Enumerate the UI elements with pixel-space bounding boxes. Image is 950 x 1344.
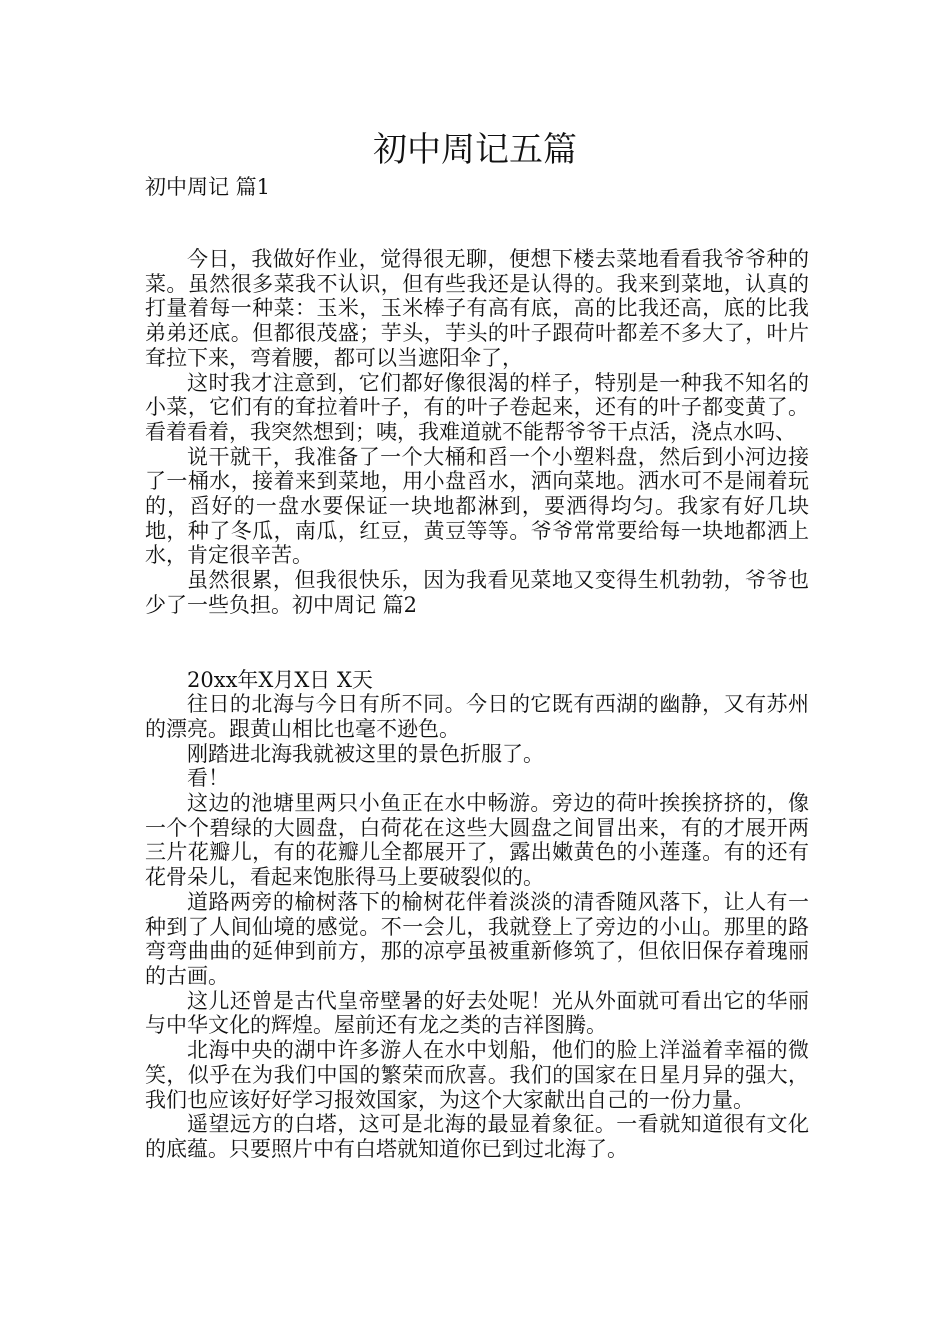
paragraph-gap [145, 618, 809, 668]
paragraph: 虽然很累，但我很快乐，因为我看见菜地又变得生机勃勃，爷爷也少了一些负担。初中周记 篇2 [145, 568, 809, 617]
paragraph: 看！ [187, 766, 229, 791]
paragraph: 刚踏进北海我就被这里的景色折服了。 [187, 741, 544, 766]
section-label-1: 初中周记 篇1 [145, 175, 271, 199]
paragraph: 这边的池塘里两只小鱼正在水中畅游。旁边的荷叶挨挨挤挤的，像一个个碧绿的大圆盘，白荷花在这些大圆盘之间冒出来，有的才展开两三片花瓣儿，有的花瓣儿全都展开了，露出嫩黄色的小莲蓬。有的还有花骨朵儿，看起来饱胀得马上要破裂似的。 [145, 791, 809, 890]
paragraph: 这时我才注意到，它们都好像很渴的样子，特别是一种我不知名的小菜，它们有的耷拉着叶子，有的叶子卷起来，还有的叶子都变黄了。看着看着，我突然想到；咦，我难道就不能帮爷爷干点活，浇点水吗、 [145, 370, 809, 444]
paragraph: 北海中央的湖中许多游人在水中划船，他们的脸上洋溢着幸福的微笑，似乎在为我们中国的繁荣而欣喜。我们的国家在日星月异的强大，我们也应该好好学习报效国家，为这个大家献出自己的一份力量。 [145, 1038, 809, 1112]
paragraph: 说干就干，我准备了一个大桶和舀一个小塑料盘，然后到小河边接了一桶水，接着来到菜地，用小盘舀水，洒向菜地。洒水可不是闹着玩的，舀好的一盘水要保证一块地都淋到，要洒得均匀。我家有好几块地，种了冬瓜，南瓜，红豆，黄豆等等。爷爷常常要给每一块地都洒上水，肯定很辛苦。 [145, 444, 809, 568]
paragraph: 往日的北海与今日有所不同。今日的它既有西湖的幽静，又有苏州的漂亮。跟黄山相比也毫不逊色。 [145, 692, 809, 741]
document-body [145, 247, 809, 1162]
paragraph: 今日，我做好作业，觉得很无聊，便想下楼去菜地看看我爷爷种的菜。虽然很多菜我不认识，但有些我还是认得的。我来到菜地，认真的打量着每一种菜：玉米，玉米棒子有高有底，高的比我还高，底的比我弟弟还底。但都很茂盛；芋头，芋头的叶子跟荷叶都差不多大了，叶片耷拉下来，弯着腰，都可以当遮阳伞了， [145, 247, 809, 370]
paragraph: 道路两旁的榆树落下的榆树花伴着淡淡的清香随风落下，让人有一种到了人间仙境的感觉。不一会儿，我就登上了旁边的小山。那里的路弯弯曲曲的延伸到前方，那的凉亭虽被重新修筑了，但依旧保存着瑰丽的古画。 [145, 889, 809, 988]
paragraph: 这儿还曾是古代皇帝壁暑的好去处呢！光从外面就可看出它的华丽与中华文化的辉煌。屋前还有龙之类的吉祥图腾。 [145, 988, 809, 1038]
paragraph: 遥望远方的白塔，这可是北海的最显着象征。一看就知道很有文化的底蕴。只要照片中有白塔就知道你已到过北海了。 [145, 1112, 809, 1161]
document-title: 初中周记五篇 [373, 130, 577, 170]
date-line: 20xx年X月X日 X天 [187, 667, 373, 692]
